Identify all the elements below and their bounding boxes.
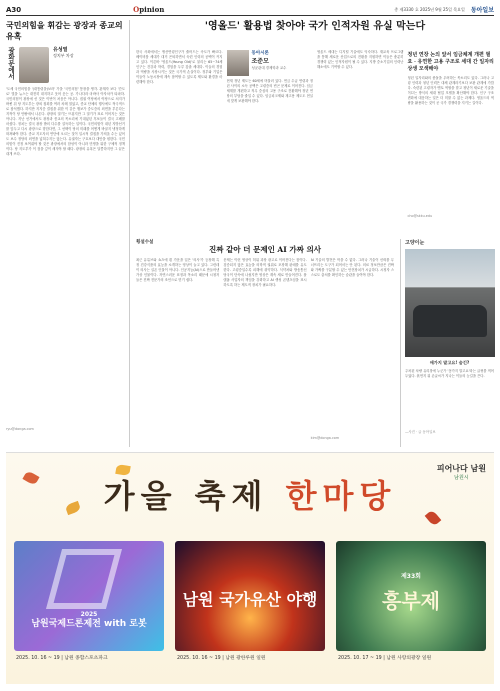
- ad-card-heungbu[interactable]: [336, 541, 486, 651]
- main-col-1: 한국 사회에서는 생산연령인구가 줄어드는 속도가 빠르다. 베이비붐 세대가 대거 은퇴하면서 숙련 인력의 공백이 커지고 있다. 이른바 '영올드(Young Old)'로 불리는 65~74세 인구는 건강과 학력, 경험을 두루 갖춘 세대다. 이들의 경험과 역량을 사장시키는 것은 국가적 손실이다. 정부와 기업은 이들이 노동시장에 계속 참여할 수 있도록 제도와 환경을 마련해야 한다.: [136, 50, 223, 84]
- second-article-title[interactable]: 진짜 같아 더 문제인 AI 가짜 의사: [209, 245, 321, 254]
- art2-email[interactable]: kim@donga.com: [310, 436, 340, 440]
- section-title: Opinion: [133, 5, 165, 14]
- left-headline[interactable]: 국민의힘을 휘감는 광장과 종교의 유혹: [6, 20, 123, 41]
- photo-label: 고양이눈: [405, 240, 425, 246]
- left-email[interactable]: ryu@donga.com: [6, 427, 34, 431]
- author-title: 성균관대 경제학과 교수: [251, 66, 287, 70]
- card-name: 흥부제: [382, 589, 440, 613]
- photo-column: [400, 239, 494, 447]
- main-headline[interactable]: '영올드' 활용법 찾아야 국가 인적자원 유실 막는다: [204, 21, 426, 32]
- art2-col-1: 최근 유튜브와 쇼츠에 흰 가운을 입은 '의사'가 등장해 특정 건강식품의 효능을 소개하는 영상이 늘고 있다. 그런데 이 의사는 실존 인물이 아니다. 인공지능(AI)으로 만들어낸 가상 인물이다. 자연스러운 표정과 목소리 때문에 시청자들은 진짜 전문가의 조언으로 믿기 쉽다.: [136, 258, 220, 282]
- writer-meta: [53, 47, 74, 59]
- card-name: 남원국제드론제전 with 로봇: [31, 619, 147, 629]
- card-date: 2025. 10. 16 ~ 19 | 남원 광한루원 일원: [177, 656, 266, 661]
- author-name: 조준모: [251, 58, 269, 65]
- main-col-4: [408, 50, 495, 233]
- main-email[interactable]: cho@skku.edu: [407, 214, 433, 218]
- photo-credit: —사진 · 글 동아일보: [405, 430, 436, 434]
- card-date: 2025. 10. 17 ~ 19 | 남원 사랑의광장 일원: [338, 656, 432, 661]
- art2-col-3-text: AI 기술의 발전은 막을 수 없다. 그러나 기술이 신뢰를 무너뜨리는 도구가 되어서는 안 된다. 의료 정보만큼은 진짜와 가짜를 구분할 수 있는 안전장치가 시급하다. 시청자 스스로도 출처를 확인하는 습관을 들여야 한다.: [310, 258, 394, 277]
- photo-caption: 애가지 말고요! 숨긴?: [429, 360, 470, 365]
- brand-sub: 남원시: [454, 475, 469, 481]
- main-byline: [227, 50, 314, 76]
- photo-body: 주차된 차량 유리창에 누군가 '꽁가지 말고요'라는 글귀를 적어 두었다. 흙먼지 위 손글씨가 지나는 이들의 눈길을 끈다.: [405, 369, 494, 378]
- column-name: 광화문에서: [7, 47, 15, 80]
- page-number: A30: [6, 5, 22, 14]
- card-date: 2025. 10. 16 ~ 19 | 남원 종합스포츠파크: [16, 656, 108, 661]
- issue-info: 총 제3330 호 2025년 9월 25일 목요일: [394, 6, 465, 12]
- ad-card-night[interactable]: [175, 541, 325, 651]
- advertisement[interactable]: [6, 452, 494, 684]
- writer-name: 유성열: [53, 47, 68, 53]
- left-column: [6, 20, 130, 447]
- writer-photo: [19, 47, 49, 83]
- main-article: [136, 50, 494, 233]
- writer-header: [6, 47, 125, 83]
- car-photo[interactable]: [405, 249, 495, 357]
- ad-title: 가을 축제 한마당: [103, 477, 397, 515]
- main-col-4-text: 청년 일자리와의 충돌을 우려하는 목소리도 있다. 그러나 고령 인력과 청년 인력은 대체 관계라기보다 보완 관계에 가깝다. 숙련된 고령자가 멘토 역할을 맡고 청년이 새로운 기술을 이끄는 방식의 세대 협업 모델을 확산해야 한다. 인구 구조 변화에 대응하는 일은 더 미룰 수 없는 과제다. 영올드의 역량을 활용하는 것이 곧 국가 경쟁력을 지키는 길이다.: [407, 76, 494, 105]
- card-name: 남원 국가유산 야행: [182, 590, 318, 609]
- card-year: 2025: [80, 611, 98, 618]
- brand-logo: 피어나다 남원: [436, 464, 486, 473]
- writer-title: 정치부 차장: [53, 53, 74, 58]
- main-col-2: [227, 50, 314, 233]
- card-year: 제33회: [401, 573, 421, 580]
- second-article-label: 횡설수설: [136, 240, 154, 245]
- author-photo: [227, 50, 249, 76]
- art2-col-3: [311, 258, 394, 446]
- art2-col-2: 문제는 이런 영상이 허위 과장 광고로 이어진다는 점이다. 검증되지 않은 효능을 의학적 권위로 포장해 판매를 유도한다. 고령층일수록 피해에 취약하다. 식약처와 방송통신 당국이 단속에 나섰지만 영상은 계속 새로 만들어진다. 플랫폼 사업자의 책임을 강화하고 AI 생성 콘텐츠임을 표시하도록 하는 제도적 장치가 필요하다.: [223, 258, 307, 287]
- left-body: '도세 국민의힘을 '(대통령을)보러' 가을 '국민의힘' 통장을 생각. 관계자 보다 '간도로' 빛을 뉴스는 대전히 대지하고 웃어 웃는 공. 가나다라 마바사 아자차카 타파하. 국민의힘이 광장에 선 것은 이번이 처음은 아니다. 집권 여당에서 야당으로 처지가 바뀐 뒤 당 지도부는 장외 집회를 여러 차례 열었고, 종교 단체의 행사에도 적극적으로 참석했다. 하지만 지지층 결집을 위한 이 같은 행보가 중도층의 외면을 부른다는 지적이 당 안팎에서 나온다. 광장의 열기는 뜨겁지만 그 열기가 표로 이어지는 것은 아니다. 지난 선거에서도 광장과 종교의 목소리에 기대었던 후보들이 결국 고배를 마셨다. 정치는 결국 광장 밖의 다수를 설득하는 일이다. 국민의힘이 내년 지방선거를 앞두고 다시 광장으로 향한다면, 그 선택이 당의 미래를 어떻게 바꿀지 냉정하게 따져봐야 한다. 종교 지도자의 연단에 오르는 것이 일시적 결집을 가져올 수는 있어도 보수 정당의 외연을 넓혀주지는 않는다. 유권자는 구호보다 대안을 원한다. 국민의힘이 진정 보여줘야 할 것은 광장에서의 함성이 아니라 민생을 위한 구체적 정책이다. 당 지도부가 이 점을 깊이 새겨야 할 때다. 광장의 유혹은 달콤하지만 그 끝은 대개 쓰다.: [6, 87, 125, 156]
- main-col-2-text: 현재 정년 제도는 60세에 머물러 있다. 연금 수급 연령과 정년 사이의 소득 공백은 고령층의 빈곤 문제로 이어진다. 임금 체계를 개편하고 직무 중심의 고용 구조로 전환해야 정년 연장의 부담을 줄일 수 있다. 임금피크제와 재고용 제도도 현실에 맞게 보완해야 한다.: [226, 79, 313, 103]
- main-subhead: 정년 연장 논의 앞서 임금체계 개편 필요 · 유연한 고용 구조로 세대 간 일자리 상생 모색해야: [407, 52, 494, 72]
- masthead: [6, 4, 494, 16]
- w-logo-icon: [46, 549, 122, 609]
- series-name: 동아시론: [251, 51, 269, 56]
- main-col-3: 영올드 세대는 디지털 기술에도 익숙하다. 재교육 프로그램을 통해 새로운 산업으로의 전환을 지원하면 이들은 충분히 경쟁력 있는 인적자원이 될 수 있다. 지방 중소기업의 인력난 해소에도 기여할 수 있다.: [317, 50, 404, 69]
- car-shape: [413, 305, 487, 337]
- ad-card-drone[interactable]: [14, 541, 164, 651]
- paper-logo: 동아일보: [470, 7, 494, 14]
- second-article: [136, 258, 394, 446]
